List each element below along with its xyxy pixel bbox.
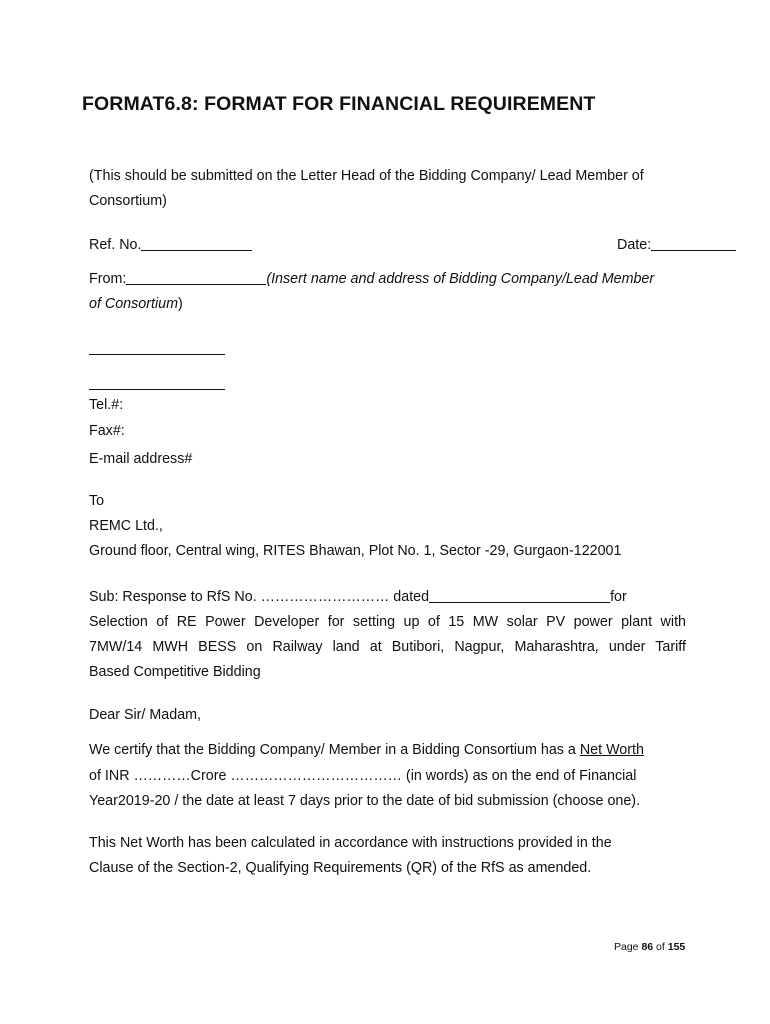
certification-line-2: of INR …………Crore ……………………………… (in words) as on the end of Financial [89, 768, 637, 784]
ref-no-blank [141, 236, 252, 251]
certification-line-3: Year2019-20 / the date at least 7 days prior to the date of bid submission (choose one). [89, 793, 641, 809]
certification-text: We certify that the Bidding Company/ Member in a Bidding Consortium has a [89, 742, 580, 758]
page-number-footer [614, 941, 685, 953]
calculation-line-1: This Net Worth has been calculated in accordance with instructions provided in the [89, 835, 612, 851]
ref-no-label: Ref. No. [89, 237, 142, 253]
subject-line-2: Selection of RE Power Developer for setting up of 15 MW solar PV power plant with [89, 614, 686, 630]
from-hint-line-2: of Consortium [89, 296, 178, 312]
footer-page-word: Page [614, 941, 642, 953]
from-blank [126, 270, 266, 285]
to-label: To [89, 493, 105, 509]
salutation: Dear Sir/ Madam, [89, 707, 202, 723]
from-row [89, 270, 654, 288]
date-blank [651, 236, 736, 251]
from-hint-row-2 [89, 295, 183, 313]
addressee-address: Ground floor, Central wing, RITES Bhawan, Plot No. 1, Sector -29, Gurgaon-122001 [89, 543, 622, 559]
net-worth-term: Net Worth [579, 742, 644, 758]
certification-line-1 [89, 741, 644, 759]
subject-for-text: for [610, 589, 627, 605]
footer-page-number: 86 [641, 941, 654, 953]
date-row [617, 236, 736, 254]
address-line-1 [89, 354, 225, 355]
from-hint-line-1: (Insert name and address of Bidding Company/Lead Member [266, 271, 655, 287]
subject-rfs-text: Sub: Response to RfS No. ……………………… dated [89, 589, 430, 605]
footer-total-pages: 155 [667, 941, 686, 953]
subject-line-4: Based Competitive Bidding [89, 664, 261, 680]
from-label: From: [89, 271, 127, 287]
footer-of-word: of [653, 941, 668, 953]
calculation-line-2: Clause of the Section-2, Qualifying Requirements (QR) of the RfS as amended. [89, 860, 592, 876]
addressee-name: REMC Ltd., [89, 518, 163, 534]
submission-note-line-2: Consortium) [89, 193, 167, 209]
page-title: FORMAT6.8: FORMAT FOR FINANCIAL REQUIREMENT [82, 93, 596, 115]
email-label: E-mail address# [89, 451, 193, 467]
subject-line-1 [89, 588, 627, 606]
submission-note-line-1: (This should be submitted on the Letter Head of the Bidding Company/ Lead Member of [89, 168, 644, 184]
address-line-2 [89, 389, 225, 390]
ref-no-row [89, 236, 252, 254]
from-hint-close-paren: ) [178, 296, 183, 312]
date-label: Date: [617, 237, 652, 253]
subject-line-3: 7MW/14 MWH BESS on Railway land at Butibori, Nagpur, Maharashtra, under Tariff [89, 639, 686, 655]
tel-label: Tel.#: [89, 397, 124, 413]
fax-label: Fax#: [89, 423, 125, 439]
subject-date-blank [429, 588, 610, 603]
